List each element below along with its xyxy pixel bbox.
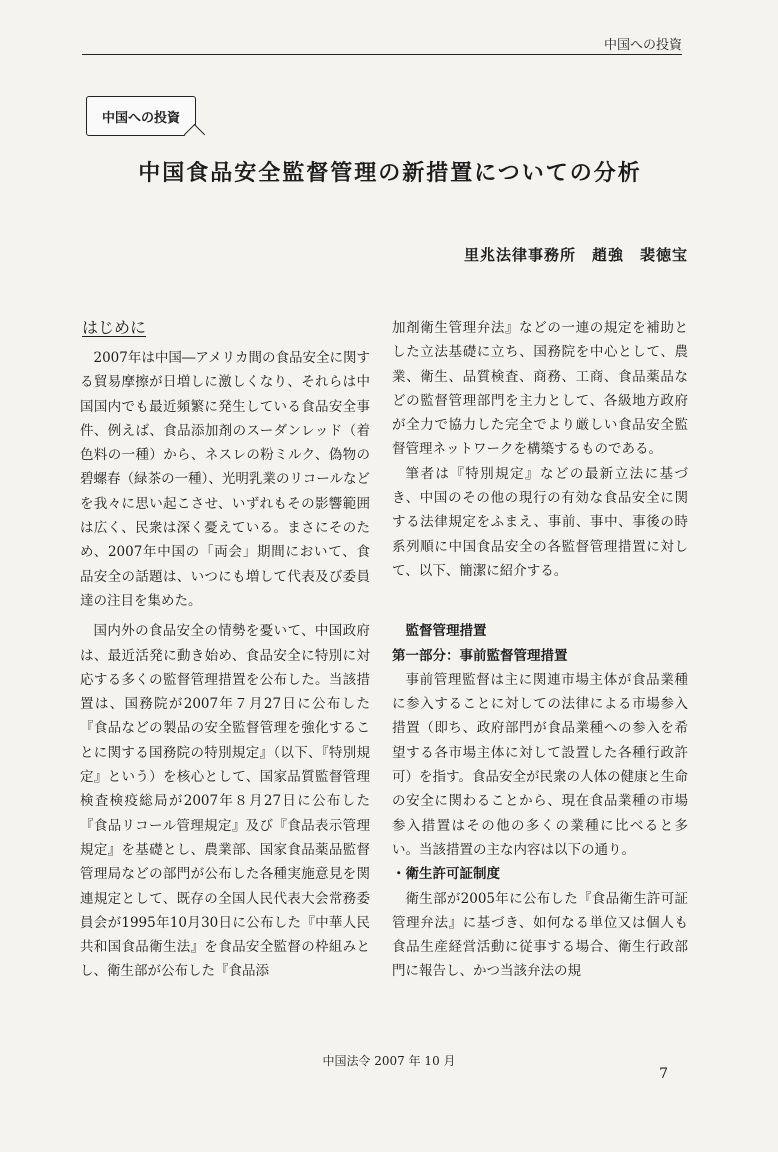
article-authors: 里兆法律事務所 趙強 裴徳宝 (463, 246, 688, 264)
continued-paragraph: 加剤衛生管理弁法』などの一連の規定を補助とした立法基礎に立ち、国務院を中心として、農業、衛生、品質検査、商務、工商、食品薬品などの監督管理部門を主力として、各級地方政府が全力で協力した完全でより厳しい食品安全監督管理ネットワークを構築するものである。 (392, 320, 688, 458)
right-column (392, 316, 688, 984)
header-rule (82, 54, 682, 55)
left-column (80, 316, 370, 984)
part-one-paragraph: 事前管理監督は主に関連市場主体が食品業種に参入することに対しての法律による市場参入措置（即ち、政府部門が食品業種への参入を希望する各市場主体に対して設置した各種行政許可）を指す。食品安全が民衆の人体の健康と生命の安全に関わることから、現在食品業種の市場参入措置はその他の多くの業種に比べると多い。当該措置の主な内容は以下の通り。 (392, 671, 688, 858)
supervision-heading: 監督管理措置 (405, 623, 487, 640)
section-tag: 中国への投資 (86, 96, 196, 136)
intro-heading: はじめに (82, 318, 147, 337)
part-one-heading: 第一部分：事前監督管理措置 (392, 647, 568, 664)
author-note-paragraph: 筆者は『特別規定』などの最新立法に基づき、中国のその他の現行の有効な食品安全に関する法律規定をふまえ、事前、事中、事後の時系列順に中国食品安全の各監督管理措置に対して、以下、簡潔に紹介する。 (392, 465, 688, 579)
footer-publication: 中国法令 2007 年 10 月 (322, 1054, 456, 1068)
hygiene-license-paragraph: 衛生部が2005年に公布した『食品衛生許可証管理弁法』に基づき、如何なる単位又は個人も食品生産経営活動に従事する場合、衛生行政部門に報告し、かつ当該弁法の規 (392, 890, 688, 980)
page-number: 7 (659, 1066, 668, 1082)
intro-paragraph-2: 国内外の食品安全の情勢を憂いて、中国政府は、最近活発に動き始め、食品安全に特別に対応する多くの監督管理措置を公布した。当該措置は、国務院が2007年７月27日に公布した『食品などの製品の安全監督管理を強化することに関する国務院の特別規定』（以下、『特別規定』という）を核心として、国家品質監督管理検査検疫総局が2007年８月27日に公布した『食品リコール管理規定』及び『食品表示管理規定』を基礎とし、農業部、国家食品薬品監督管理局などの部門が公布した各種実施意見を関連規定として、既存の全国人民代表大会常務委員会が1995年10月30日に公布した『中華人民共和国食品衛生法』を食品安全監督の枠組みとし、衛生部が公布した『食品添 (80, 623, 370, 980)
article-title: 中国食品安全監督管理の新措置についての分析 (138, 161, 642, 186)
hygiene-license-heading: ・衛生許可証制度 (392, 866, 500, 883)
intro-paragraph-1: 2007年は中国―アメリカ間の食品安全に関する貿易摩擦が日増しに激しくなり、それらは中国国内でも最近頻繁に発生している食品安全事件、例えば、食品添加剤のスーダンレッド（着色料の一種）から、ネスレの粉ミルク、偽物の碧螺春（緑茶の一種）、光明乳業のリコールなどを我々に思い起こさせ、いずれもその影響範囲は広く、民衆は深く憂えている。まさにそのため、2007年中国の「両会」期間において、食品安全の話題は、いつにも増して代表及び委員達の注目を集めた。 (80, 350, 370, 609)
spacer (392, 583, 688, 619)
running-header: 中国への投資 (603, 38, 682, 53)
